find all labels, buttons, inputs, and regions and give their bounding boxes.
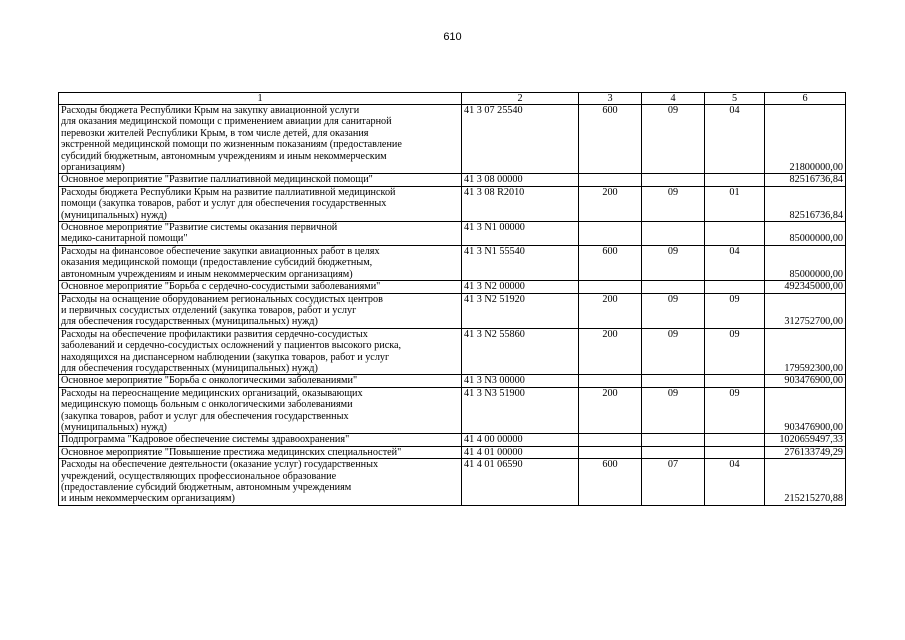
row-amount: 1020659497,33 — [765, 434, 846, 446]
row-name: Расходы на обеспечение деятельности (оказание услуг) государственных учреждений, осуществляющих профессиональное образование (предоставление субсидий бюджетным, автономным учреждениям и иным некоммерческим организациям) — [59, 459, 462, 506]
table-row — [59, 186, 846, 221]
row-code: 41 4 00 00000 — [462, 434, 579, 446]
row-col4: 09 — [642, 186, 705, 221]
row-amount: 179592300,00 — [765, 328, 846, 375]
row-col3: 600 — [579, 459, 642, 506]
row-col5: 09 — [705, 387, 765, 434]
table-row — [59, 293, 846, 328]
row-col5: 04 — [705, 105, 765, 174]
table-row — [59, 387, 846, 434]
row-name: Расходы бюджета Республики Крым на закупку авиационной услуги для оказания медицинской помощи с применением авиации для санитарной перевозки жителей Республики Крым, в том числе детей, для оказания экстренной медицинской помощи по жизненным показаниям (предоставление субсидий бюджетным, автономным учреждениям и иным некоммерческим организациям) — [59, 105, 462, 174]
table-row — [59, 105, 846, 174]
row-name: Основное мероприятие "Борьба с сердечно-сосудистыми заболеваниями" — [59, 281, 462, 293]
table-row — [59, 459, 846, 506]
row-amount: 312752700,00 — [765, 293, 846, 328]
row-code: 41 3 N1 55540 — [462, 245, 579, 280]
row-code: 41 3 N1 00000 — [462, 222, 579, 246]
row-code: 41 3 N2 55860 — [462, 328, 579, 375]
row-name: Расходы на переоснащение медицинских организаций, оказывающих медицинскую помощь больным с онкологическими заболеваниями (закупка товаров, работ и услуг для обеспечения государственных (муниципальных) нужд) — [59, 387, 462, 434]
row-col3: 600 — [579, 105, 642, 174]
row-col4: 09 — [642, 105, 705, 174]
row-col5: 01 — [705, 186, 765, 221]
row-col4 — [642, 281, 705, 293]
row-code: 41 3 N2 51920 — [462, 293, 579, 328]
row-col4: 09 — [642, 245, 705, 280]
row-col5: 04 — [705, 459, 765, 506]
row-col5: 09 — [705, 328, 765, 375]
row-amount: 82516736,84 — [765, 174, 846, 186]
row-amount: 903476900,00 — [765, 375, 846, 387]
row-col3 — [579, 446, 642, 458]
row-col4: 09 — [642, 328, 705, 375]
table-row — [59, 446, 846, 458]
row-col4: 09 — [642, 293, 705, 328]
row-col3: 200 — [579, 186, 642, 221]
row-col5 — [705, 434, 765, 446]
row-col3: 600 — [579, 245, 642, 280]
row-col5: 09 — [705, 293, 765, 328]
row-col3 — [579, 434, 642, 446]
column-header: 3 — [579, 93, 642, 105]
row-amount: 85000000,00 — [765, 245, 846, 280]
column-header: 2 — [462, 93, 579, 105]
row-col5 — [705, 222, 765, 246]
row-col3 — [579, 375, 642, 387]
row-name: Подпрограмма "Кадровое обеспечение системы здравоохранения" — [59, 434, 462, 446]
row-code: 41 3 N3 51900 — [462, 387, 579, 434]
row-col4 — [642, 222, 705, 246]
row-name: Расходы на финансовое обеспечение закупки авиационных работ в целях оказания медицинской помощи (предоставление субсидий бюджетным, автономным учреждениям и иным некоммерческим организациям) — [59, 245, 462, 280]
row-code: 41 3 07 25540 — [462, 105, 579, 174]
row-col3 — [579, 281, 642, 293]
budget-table — [58, 92, 846, 506]
table-row — [59, 328, 846, 375]
row-col5 — [705, 375, 765, 387]
row-col3 — [579, 222, 642, 246]
row-col4: 07 — [642, 459, 705, 506]
table-row — [59, 245, 846, 280]
row-amount: 492345000,00 — [765, 281, 846, 293]
row-code: 41 3 N2 00000 — [462, 281, 579, 293]
column-header: 6 — [765, 93, 846, 105]
row-amount: 82516736,84 — [765, 186, 846, 221]
row-amount: 85000000,00 — [765, 222, 846, 246]
column-header: 5 — [705, 93, 765, 105]
row-col4 — [642, 375, 705, 387]
row-col3 — [579, 174, 642, 186]
row-col4 — [642, 434, 705, 446]
row-col3: 200 — [579, 293, 642, 328]
row-name: Основное мероприятие "Развитие паллиативной медицинской помощи" — [59, 174, 462, 186]
row-col4: 09 — [642, 387, 705, 434]
row-name: Основное мероприятие "Развитие системы оказания первичной медико-санитарной помощи" — [59, 222, 462, 246]
table-row — [59, 222, 846, 246]
row-col3: 200 — [579, 387, 642, 434]
row-name: Расходы бюджета Республики Крым на развитие паллиативной медицинской помощи (закупка товаров, работ и услуг для обеспечения государственных (муниципальных) нужд) — [59, 186, 462, 221]
column-header: 1 — [59, 93, 462, 105]
row-name: Расходы на оснащение оборудованием региональных сосудистых центров и первичных сосудистых отделений (закупка товаров, работ и услуг для обеспечения государственных (муниципальных) нужд) — [59, 293, 462, 328]
row-code: 41 3 08 00000 — [462, 174, 579, 186]
row-code: 41 4 01 00000 — [462, 446, 579, 458]
row-col4 — [642, 446, 705, 458]
row-col5 — [705, 281, 765, 293]
row-name: Основное мероприятие "Борьба с онкологическими заболеваниями" — [59, 375, 462, 387]
row-name: Основное мероприятие "Повышение престижа медицинских специальностей" — [59, 446, 462, 458]
row-col5 — [705, 174, 765, 186]
table-row — [59, 375, 846, 387]
column-header: 4 — [642, 93, 705, 105]
row-col5: 04 — [705, 245, 765, 280]
row-code: 41 4 01 06590 — [462, 459, 579, 506]
table-row — [59, 281, 846, 293]
row-amount: 215215270,88 — [765, 459, 846, 506]
row-col4 — [642, 174, 705, 186]
row-col5 — [705, 446, 765, 458]
row-amount: 903476900,00 — [765, 387, 846, 434]
table-header-row — [59, 93, 846, 105]
row-code: 41 3 N3 00000 — [462, 375, 579, 387]
row-col3: 200 — [579, 328, 642, 375]
row-amount: 21800000,00 — [765, 105, 846, 174]
table-row — [59, 434, 846, 446]
table-row — [59, 174, 846, 186]
row-name: Расходы на обеспечение профилактики развития сердечно-сосудистых заболеваний и сердечно-сосудистых осложнений у пациентов высокого риска, находящихся на диспансерном наблюдении (закупка товаров, работ и услуг для обеспечения государственных (муниципальных) нужд) — [59, 328, 462, 375]
row-amount: 276133749,29 — [765, 446, 846, 458]
row-code: 41 3 08 R2010 — [462, 186, 579, 221]
page-number: 610 — [443, 31, 462, 43]
